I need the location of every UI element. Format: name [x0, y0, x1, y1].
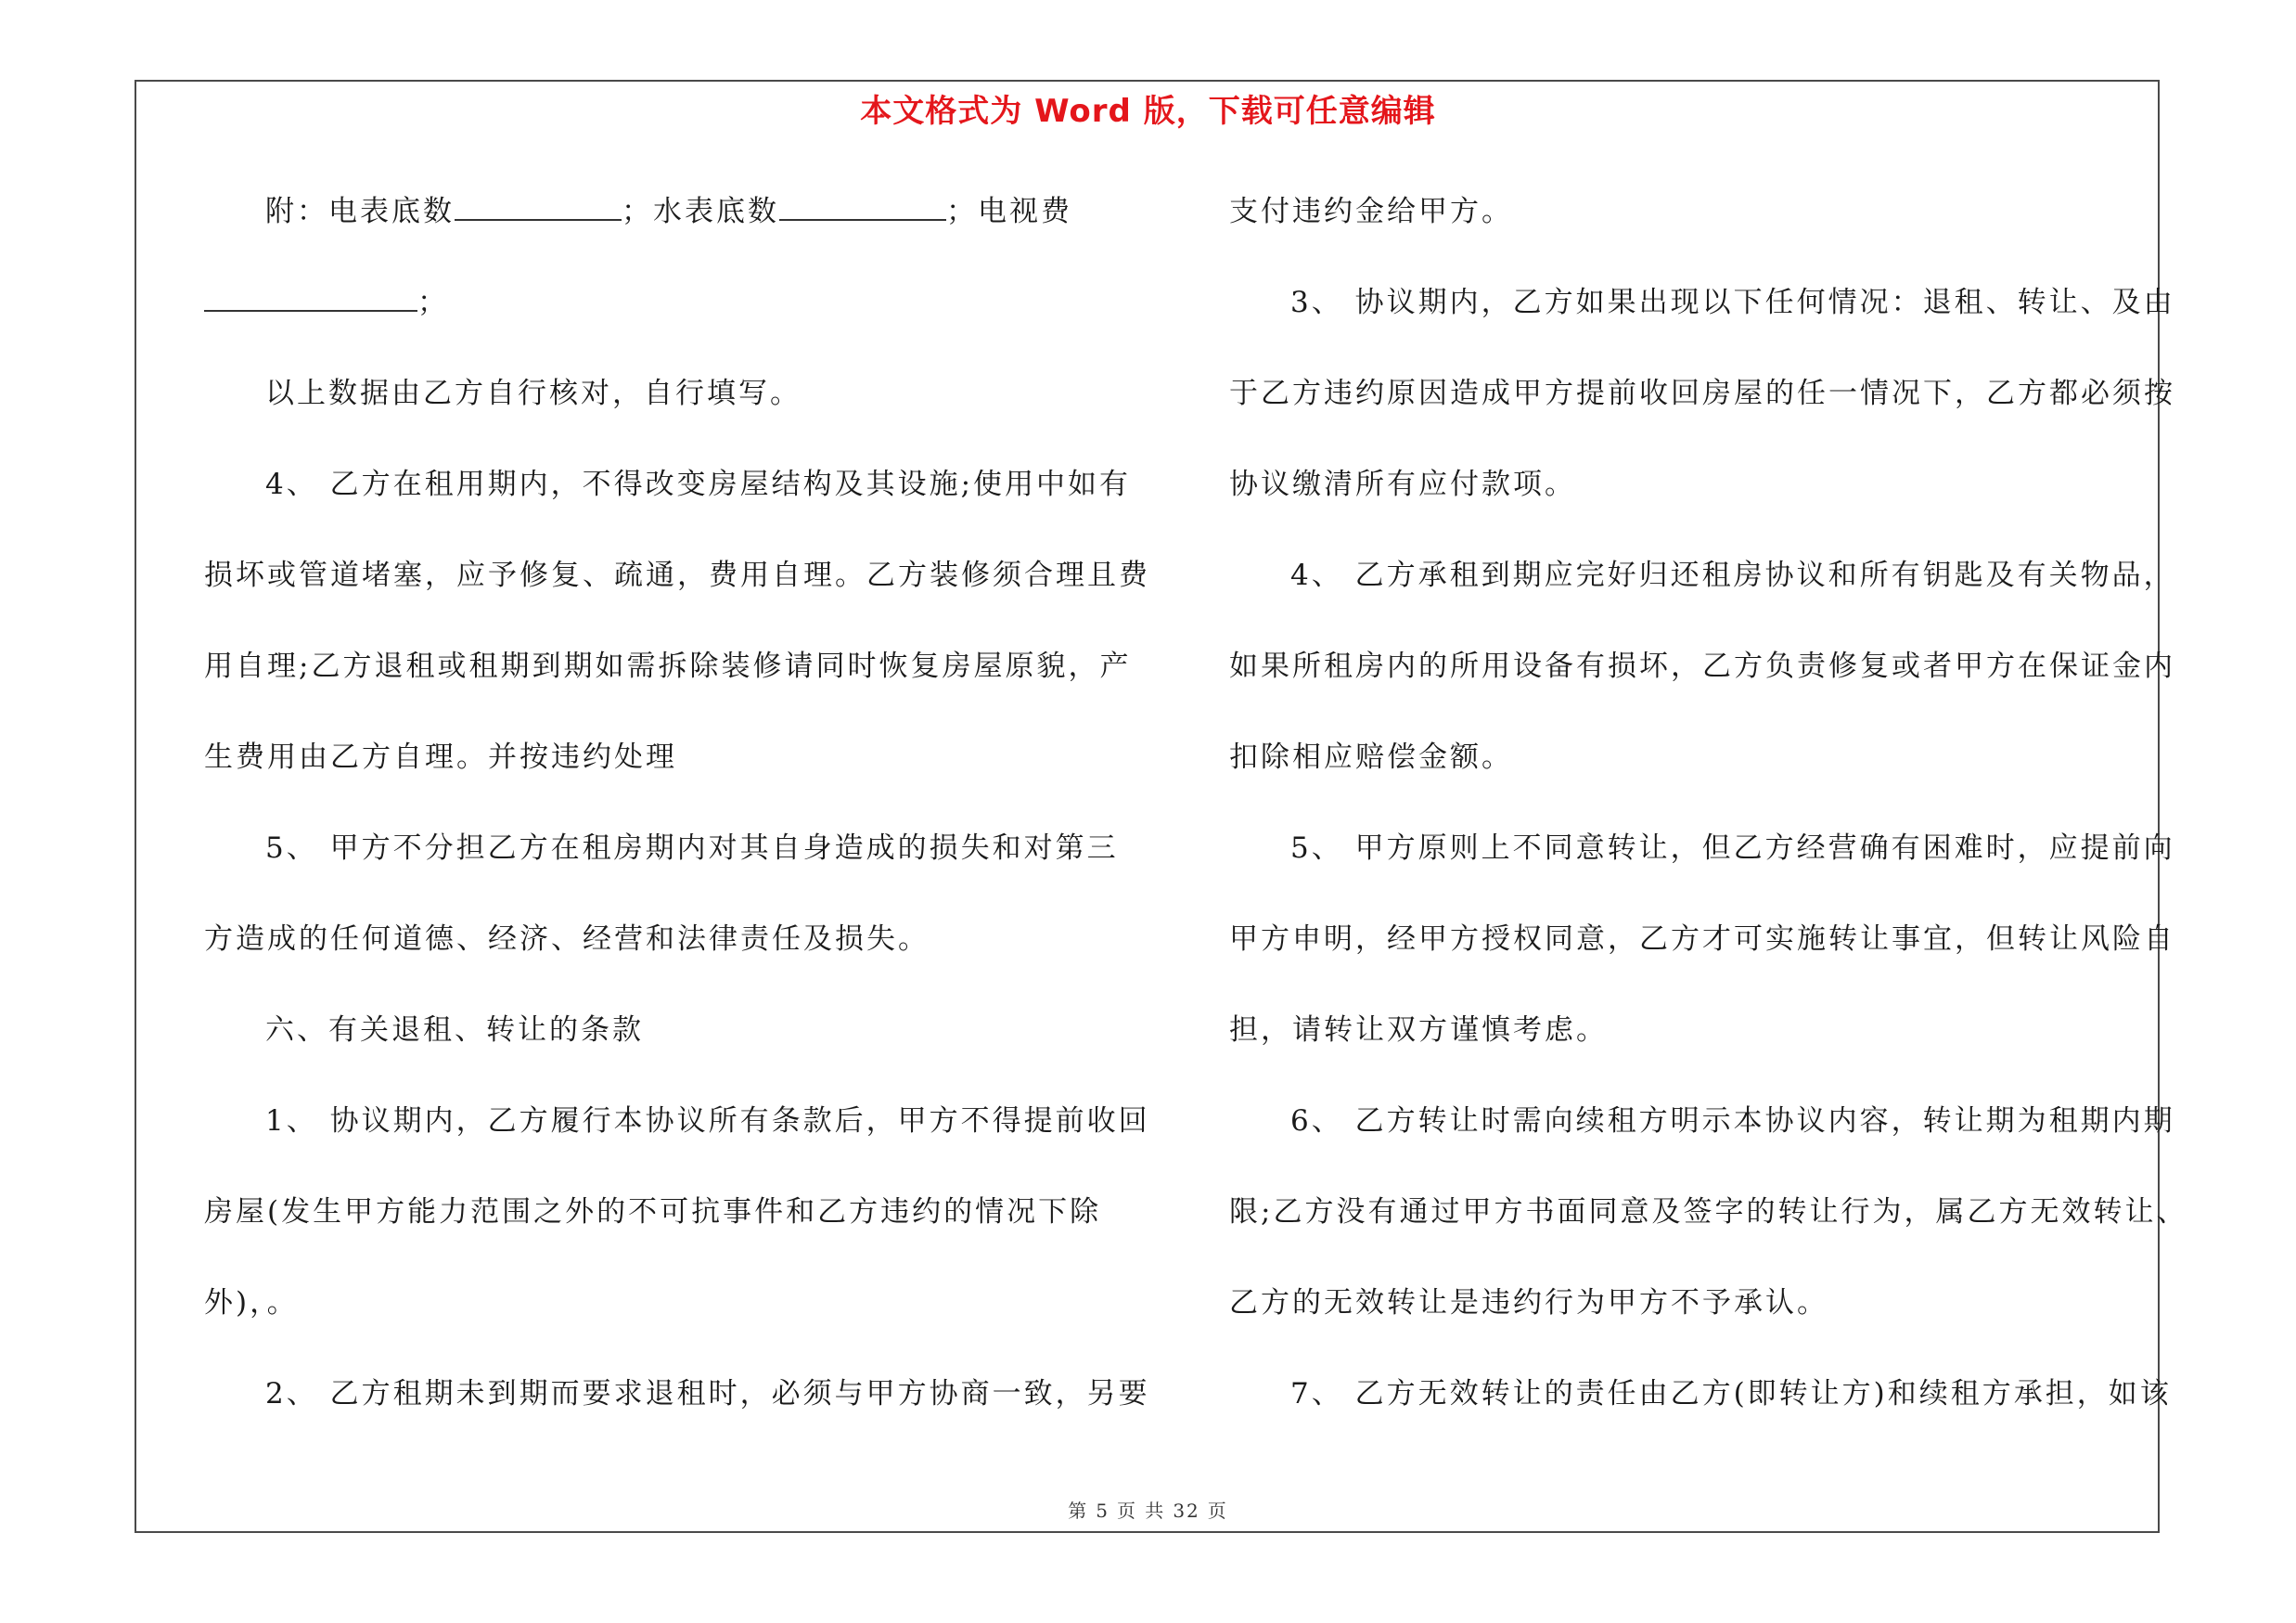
clause-4-line-1: 4、 乙方在租用期内，不得改变房屋结构及其设施;使用中如有: [265, 468, 1132, 501]
continuation-line: 支付违约金给甲方。: [1229, 195, 1513, 228]
tv-fee-label: ；电视费: [946, 195, 1072, 228]
r-clause-3-line-2: 于乙方违约原因造成甲方提前收回房屋的任一情况下，乙方都必须按: [1229, 377, 2175, 410]
electric-meter-label: 附：电表底数: [265, 195, 455, 228]
s6-clause-1-line-3: 外)，。: [204, 1286, 299, 1320]
footer-suffix: 页: [1207, 1500, 1228, 1522]
clause-5-line-2: 方造成的任何道德、经济、经营和法律责任及损失。: [204, 922, 930, 956]
verify-note: 以上数据由乙方自行核对，自行填写。: [265, 377, 802, 410]
clause-5-line-1: 5、 甲方不分担乙方在租房期内对其自身造成的损失和对第三: [265, 831, 1119, 865]
r-clause-5-line-2: 甲方申明，经甲方授权同意，乙方才可实施转让事宜，但转让风险自: [1229, 922, 2175, 956]
r-clause-3-line-1: 3、 协议期内，乙方如果出现以下任何情况：退租、转让、及由: [1290, 286, 2175, 319]
r-clause-5-line-3: 担，请转让双方谨慎考虑。: [1229, 1013, 1608, 1047]
current-page: 5: [1096, 1500, 1110, 1522]
tv-fee-blank: [204, 286, 417, 312]
s6-clause-1-line-1: 1、 协议期内，乙方履行本协议所有条款后，甲方不得提前收回: [265, 1104, 1150, 1138]
s6-clause-1-line-2: 房屋(发生甲方能力范围之外的不可抗事件和乙方违约的情况下除: [204, 1195, 1102, 1229]
r-clause-5-line-1: 5、 甲方原则上不同意转让，但乙方经营确有困难时，应提前向: [1290, 831, 2175, 865]
clause-4-line-2: 损坏或管道堵塞，应予修复、疏通，费用自理。乙方装修须合理且费: [204, 559, 1150, 592]
s6-clause-2-line-1: 2、 乙方租期未到期而要求退租时，必须与甲方协商一致，另要: [265, 1377, 1150, 1410]
total-pages: 32: [1173, 1500, 1200, 1522]
r-clause-6-line-1: 6、 乙方转让时需向续租方明示本协议内容，转让期为租期内期: [1290, 1104, 2175, 1138]
tv-fee-line: [204, 284, 449, 321]
page-number-footer: [0, 1496, 2296, 1523]
r-clause-4-line-1: 4、 乙方承租到期应完好归还租房协议和所有钥匙及有关物品，: [1290, 559, 2175, 592]
r-clause-6-line-2: 限;乙方没有通过甲方书面同意及签字的转让行为，属乙方无效转让、: [1229, 1195, 2188, 1229]
water-meter-label: ；水表底数: [622, 195, 779, 228]
r-clause-4-line-2: 如果所租房内的所用设备有损坏，乙方负责修复或者甲方在保证金内: [1229, 650, 2175, 683]
r-clause-4-line-3: 扣除相应赔偿金额。: [1229, 741, 1513, 774]
word-format-notice: 本文格式为 Word 版，下载可任意编辑: [860, 93, 1436, 130]
r-clause-6-line-3: 乙方的无效转让是违约行为甲方不予承认。: [1229, 1286, 1828, 1320]
r-clause-3-line-3: 协议缴清所有应付款项。: [1229, 468, 1576, 501]
footer-middle: 页 共: [1116, 1500, 1166, 1522]
section-6-title: 六、有关退租、转让的条款: [265, 1013, 644, 1047]
r-clause-7-line-1: 7、 乙方无效转让的责任由乙方(即转让方)和续租方承担，如该: [1290, 1377, 2172, 1410]
footer-prefix: 第: [1068, 1500, 1089, 1522]
electric-meter-blank: [455, 195, 622, 221]
tv-fee-end: ；: [417, 286, 449, 319]
water-meter-blank: [779, 195, 946, 221]
clause-4-line-3: 用自理;乙方退租或租期到期如需拆除装修请同时恢复房屋原貌，产: [204, 650, 1132, 683]
meter-readings-line: [204, 193, 1072, 230]
clause-4-line-4: 生费用由乙方自理。并按违约处理: [204, 741, 677, 774]
